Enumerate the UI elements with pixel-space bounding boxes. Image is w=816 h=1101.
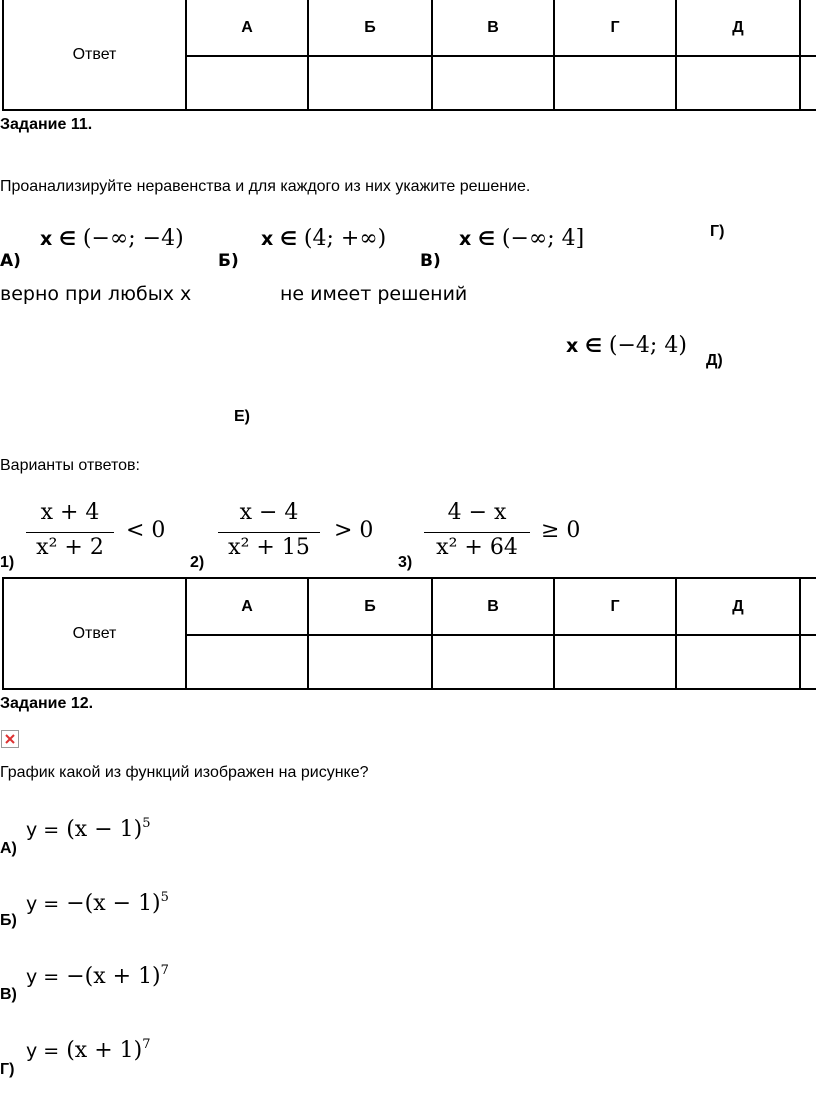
graph-option-v-formula: $y = -(x + 1)^7$ xyxy=(26,963,169,989)
variant-1-denominator: x² + 2 xyxy=(36,535,104,560)
graph-option-a-formula: $y = (x - 1)^5$ xyxy=(26,816,151,842)
answer-label-cell: Ответ xyxy=(3,578,186,689)
variant-3-fraction xyxy=(424,500,530,566)
answer-cell-d[interactable] xyxy=(676,635,800,689)
header-cell-b: Б xyxy=(308,0,432,56)
graph-option-g-formula: $y = (x + 1)^7$ xyxy=(26,1037,151,1063)
graph-option-a-label: А) xyxy=(0,840,17,857)
broken-image-icon xyxy=(1,730,19,748)
answer-table-bottom xyxy=(2,577,816,690)
answer-cell-b[interactable] xyxy=(308,56,432,110)
variant-2-fraction xyxy=(218,500,320,566)
option-v-expr: x ∈ (−∞; 4] xyxy=(459,226,585,251)
task-12-title: Задание 12. xyxy=(0,695,94,712)
variant-3-relation: ≥ 0 xyxy=(541,518,581,543)
option-g-label: Г) xyxy=(710,223,725,240)
answer-cell-a[interactable] xyxy=(186,56,308,110)
extra-cell xyxy=(800,578,816,635)
answer-cell-v[interactable] xyxy=(432,635,554,689)
variant-3-numerator: 4 − x xyxy=(447,500,507,525)
header-cell-a: А xyxy=(186,0,308,56)
option-v-label: В) xyxy=(420,251,441,271)
variant-3-denominator: x² + 64 xyxy=(436,535,518,560)
graph-option-g-label: Г) xyxy=(0,1061,15,1078)
answer-cell-b[interactable] xyxy=(308,635,432,689)
fraction-bar xyxy=(26,532,114,533)
extra-cell xyxy=(800,0,816,56)
variant-1-relation: < 0 xyxy=(126,518,166,543)
variant-2-denominator: x² + 15 xyxy=(228,535,310,560)
variant-1-label: 1) xyxy=(0,554,15,571)
header-cell-v: В xyxy=(432,578,554,635)
answer-label-cell: Ответ xyxy=(3,0,186,110)
header-cell-g: Г xyxy=(554,0,676,56)
answer-cell-v[interactable] xyxy=(432,56,554,110)
variant-2-label: 2) xyxy=(190,554,205,571)
fraction-bar xyxy=(424,532,530,533)
graph-option-b-formula: $y = -(x - 1)^5$ xyxy=(26,890,169,916)
answer-cell-g[interactable] xyxy=(554,635,676,689)
header-cell-v: В xyxy=(432,0,554,56)
option-d-label: Д) xyxy=(706,352,723,369)
variant-3-label: 3) xyxy=(398,554,413,571)
header-cell-a: А xyxy=(186,578,308,635)
graph-option-b-label: Б) xyxy=(0,912,17,929)
task-11-question: Проанализируйте неравенства и для каждого из них укажите решение. xyxy=(0,178,531,195)
option-e-expr: x ∈ (−4; 4) xyxy=(566,333,687,358)
fraction-bar xyxy=(218,532,320,533)
header-cell-d: Д xyxy=(676,578,800,635)
answer-cell-a[interactable] xyxy=(186,635,308,689)
option-a-expr: x ∈ (−∞; −4) xyxy=(40,226,184,251)
header-cell-d: Д xyxy=(676,0,800,56)
variant-2-numerator: x − 4 xyxy=(239,500,299,525)
variants-label: Варианты ответов: xyxy=(0,457,140,474)
task-12-question: График какой из функций изображен на рисунке? xyxy=(0,764,369,781)
header-cell-g: Г xyxy=(554,578,676,635)
option-d-text: не имеет решений xyxy=(280,283,468,305)
answer-cell-d[interactable] xyxy=(676,56,800,110)
option-e-label: Е) xyxy=(234,408,250,425)
option-a-label: А) xyxy=(0,251,21,271)
variant-1-numerator: x + 4 xyxy=(40,500,100,525)
graph-option-v-label: В) xyxy=(0,986,17,1003)
task-11-title: Задание 11. xyxy=(0,116,93,133)
option-b-expr: x ∈ (4; +∞) xyxy=(261,226,387,251)
answer-table-top xyxy=(2,0,816,111)
answer-cell-g[interactable] xyxy=(554,56,676,110)
header-cell-b: Б xyxy=(308,578,432,635)
variant-1-fraction xyxy=(26,500,114,566)
option-b-label: Б) xyxy=(218,251,239,271)
option-g-text: верно при любых x xyxy=(0,283,192,305)
variant-2-relation: > 0 xyxy=(334,518,374,543)
extra-cell xyxy=(800,56,816,110)
extra-cell xyxy=(800,635,816,689)
